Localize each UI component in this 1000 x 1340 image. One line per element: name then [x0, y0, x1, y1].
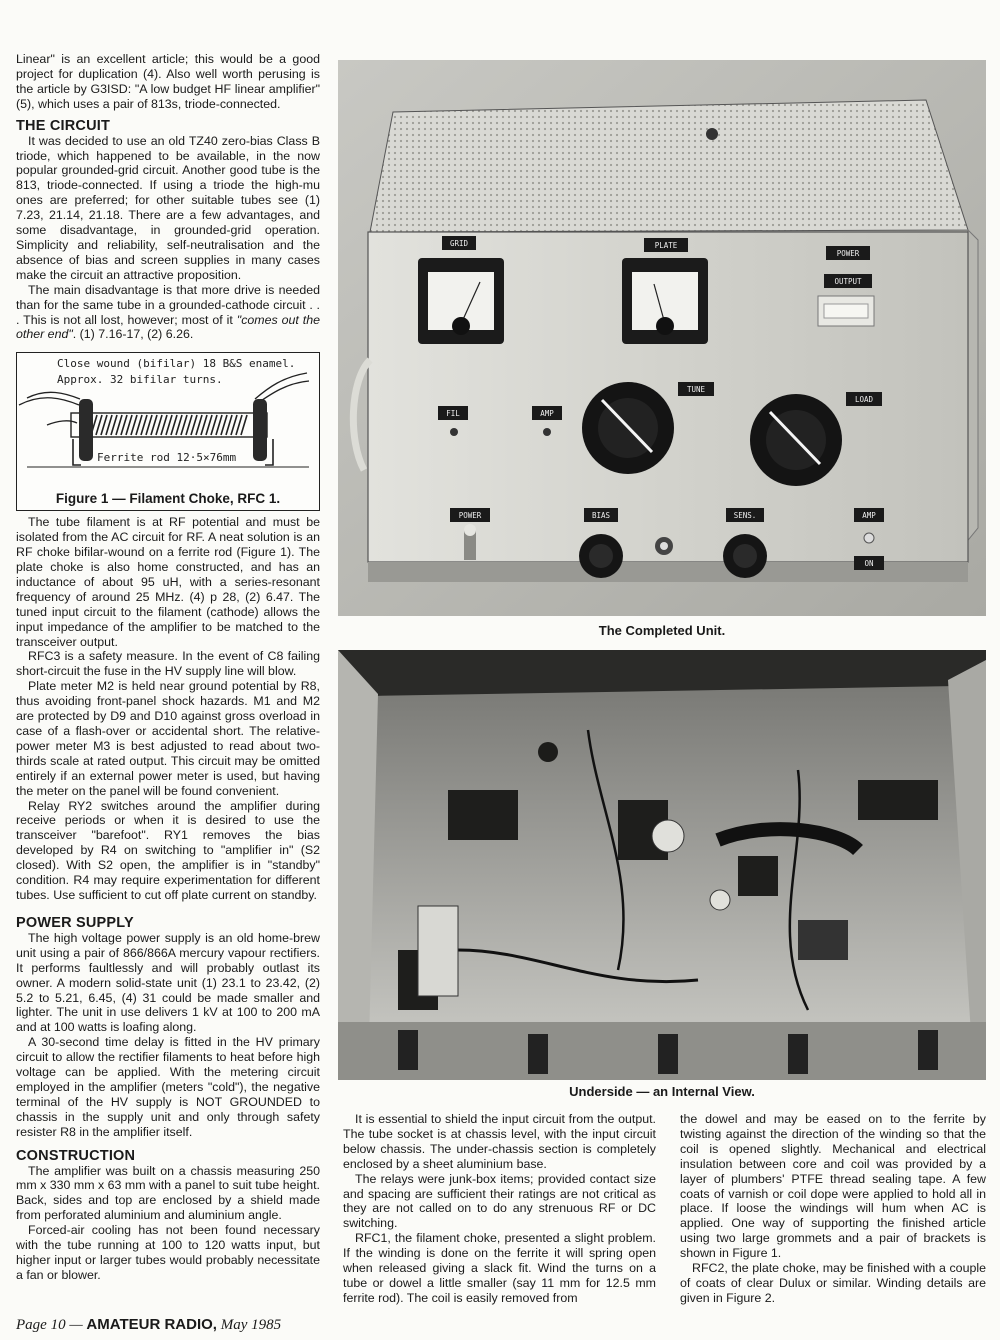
footer-dash: —	[65, 1317, 87, 1333]
issue-date: May 1985	[216, 1317, 282, 1333]
amp-indicator-label: AMP	[540, 409, 554, 418]
magazine-name: AMATEUR RADIO,	[86, 1316, 217, 1333]
plate-label: PLATE	[654, 241, 678, 250]
figure-1-caption: Figure 1 — Filament Choke, RFC 1.	[55, 491, 281, 507]
body-paragraph: The relays were junk-box items; provided contact size and spacing are sufficient their ratings are not critical as they are not called on to do any strenuous RF or DC switching.	[343, 1171, 656, 1231]
amp-switch-label: AMP	[862, 511, 876, 520]
circuit-paragraph-2	[16, 283, 320, 343]
body-paragraph: Forced-air cooling has not been found necessary with the tube running at 100 to 120 watts input, but higher input or larger tubes would probably necessitate a fan or blower.	[16, 1223, 320, 1282]
body-paragraph: It is essential to shield the input circuit from the output. The tube socket is at chassis level, with the input circuit below chassis. The under-chassis section is completely enclosed by a sheet aluminium base.	[343, 1112, 656, 1171]
winding-note-line-2: Approx. 32 bifilar turns.	[57, 373, 223, 387]
body-paragraph: A 30-second time delay is fitted in the HV primary circuit to allow the rectifier filaments to heat before high voltage can be applied. With the metering circuit employed in the amplifier (meters "cold"), the negative terminal of the HV supply is NOT GROUNDED to chassis in the supply unit and only through safety resister R8 in the amplifier itself.	[16, 1035, 320, 1139]
fil-label: FIL	[446, 409, 460, 418]
page-footer	[16, 1316, 281, 1334]
power-indicator-label: POWER	[836, 249, 860, 258]
circuit-paragraph: It was decided to use an old TZ40 zero-bias Class B triode, which happened to be available, in the now popular grounded-grid circuit. Another good tube is the 813, triode-connected. If using a triode the high-mu ones are preferred; for other suitable tubes see (1) 7.23, 21.14, 21.18. There are a few advantages, and some disadvantage, in grounded-grid operation. Simplicity and reliability, self-neutralisation and the absence of bias and screen supplies in many cases make the circuit an attractive proposition.	[16, 133, 320, 282]
figure-1	[16, 352, 320, 511]
sens-label: SENS.	[733, 511, 757, 520]
bias-label: BIAS	[591, 511, 611, 520]
completed-unit-caption: The Completed Unit.	[598, 623, 726, 638]
internal-view-caption: Underside — an Internal View.	[569, 1084, 755, 1099]
power-switch-label: POWER	[458, 511, 482, 520]
text-span: . (1) 7.16-17, (2) 6.26.	[72, 327, 194, 342]
body-paragraph: The tube filament is at RF potential and must be isolated from the AC circuit for RF. A neat solution is an RF choke bifilar-wound on a ferrite rod (Figure 1). The plate choke is also home constructed, and has an inductance of about 95 uH, with a series-resonant frequency of around 25 MHz. (4) p 28, (2) 6.47. The tuned input circuit to the filament (cathode) allows the input impedance of the amplifier to be matched to the transceiver output.	[16, 515, 320, 649]
on-label: ON	[864, 559, 874, 568]
internal-view-photo	[338, 650, 986, 1080]
grid-label: GRID	[449, 239, 469, 248]
amplifier-underside-drawing	[338, 650, 986, 1080]
page-number: Page 10	[16, 1317, 66, 1333]
body-paragraph: The high voltage power supply is an old home-brew unit using a pair of 866/866A mercury vapour rectifiers. It performs faultlessly and will probably outlast its owner. A modern solid-state unit (1) 23.1 to 23.42, (2) 5.2 to 5.21, 6.45, (4) 31 could be made smaller and lighter. The unit in use delivers 1 kV at 100 to 200 mA and at 100 watts is loafing along.	[16, 930, 320, 1035]
tune-label: TUNE	[686, 385, 706, 394]
completed-unit-photo	[338, 60, 986, 616]
intro-paragraph: Linear" is an excellent article; this would be a good project for duplication (4). Also well worth perusing is the article by G3ISD: "A low budget HF linear amplifier" (5), which uses a pair of 813s, triode-connected.	[16, 52, 320, 111]
construction-heading: CONSTRUCTION	[16, 1147, 136, 1164]
body-paragraph: RFC1, the filament choke, presented a slight problem. If the winding is done on the ferrite it will spring open when released giving a slack fit. Wind the turns on a tube or dowel a little smaller (say 11 mm for 12.5 mm ferrite rod). The coil is easily removed from	[343, 1231, 656, 1305]
output-label: OUTPUT	[834, 277, 862, 286]
body-paragraph: Plate meter M2 is held near ground potential by R8, thus avoiding front-panel shock hazards. M1 and M2 are protected by D9 and D10 against gross overload in case of a flash-over or accidental short. The relative-power meter M3 is best adjusted to read about two-thirds scale at rated output. This circuit may be omitted entirely if an external power meter is used, but having the meter on the panel will be found convenient.	[16, 679, 320, 798]
body-paragraph: RFC3 is a safety measure. In the event of C8 failing short-circuit the fuse in the HV supply line will blow.	[16, 649, 320, 679]
text-span: The main disadvantage is that more drive is needed than for the same tube in a grounded-cathode circuit . . . This is not all lost, however; most of it	[16, 282, 320, 327]
amplifier-front-drawing	[338, 60, 986, 616]
circuit-heading: THE CIRCUIT	[16, 117, 111, 134]
emphasis-text: "comes out the other end"	[16, 312, 320, 342]
body-paragraph: The amplifier was built on a chassis measuring 250 mm x 330 mm x 63 mm with a panel to suit tube height. Back, sides and top are enclosed by a shield made from perforated aluminium and aluminium angle.	[16, 1163, 320, 1223]
middle-column	[343, 1112, 656, 1306]
body-paragraph: RFC2, the plate choke, may be finished with a couple of coats of clear Dulux or similar. Winding details are given in Figure 2.	[680, 1261, 986, 1305]
body-paragraph: the dowel and may be eased on to the ferrite by twisting against the direction of the winding so that the coil is opened slightly. Mechanical and electrical insulation between core and coil was provided by a layer of plumbers' PTFE thread sealing tape. A few coats of varnish or coil dope were applied to hold all in place. If loose the windings will hum when AC is applied. One way of supporting the finished article using two large grommets and a pair of brackets is shown in Figure 1.	[680, 1112, 986, 1261]
load-label: LOAD	[854, 395, 874, 404]
left-column	[16, 52, 320, 1283]
power-supply-heading: POWER SUPPLY	[16, 914, 134, 931]
ferrite-rod-label: Ferrite rod 12·5×76mm	[97, 451, 237, 465]
body-paragraph: Relay RY2 switches around the amplifier during receive periods or when it is desired to use the transceiver "barefoot". RY1 removes the bias developed by R4 on switching to "amplifier in" (S2 closed). With S2 open, the amplifier is in "standby" condition. R4 may require experimentation for different tubes. Use sufficient to cut off plate current on standby.	[16, 798, 320, 902]
winding-note-line-1: Close wound (bifilar) 18 B&S enamel.	[57, 357, 296, 371]
right-column	[680, 1112, 986, 1306]
